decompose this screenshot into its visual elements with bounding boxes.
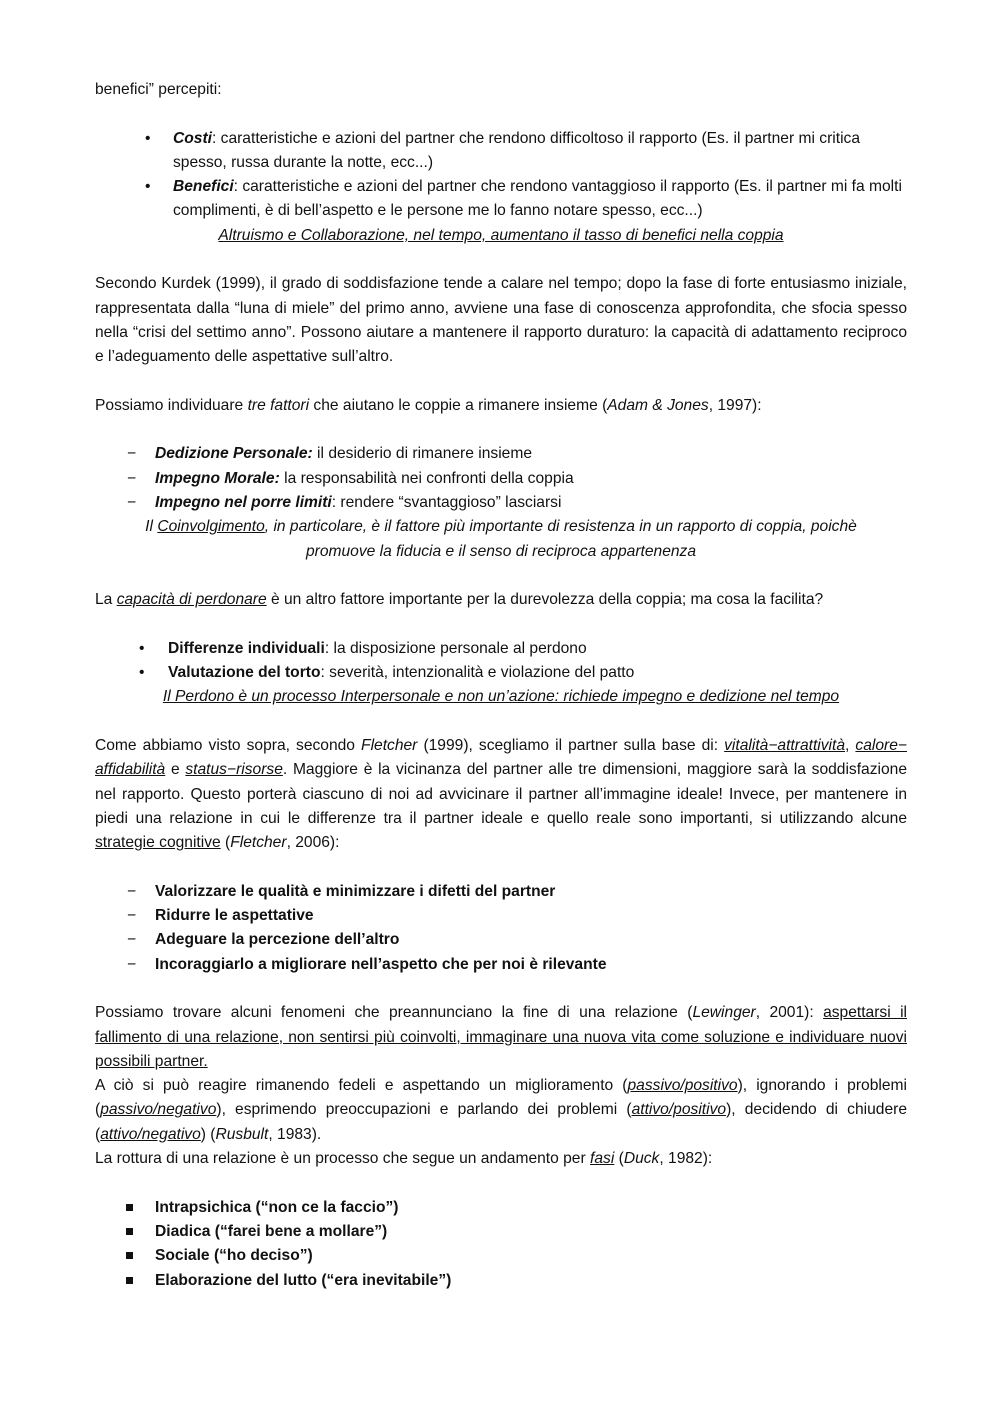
- square-bullet-icon: [126, 1277, 133, 1284]
- dash-marker: −: [127, 494, 137, 512]
- bullet-marker: •: [139, 639, 145, 657]
- dash-marker: −: [127, 882, 137, 900]
- involvement-note: Il Coinvolgimento, in particolare, è il fattore più importante di resistenza in un rapporto di coppia, poichè promuove la fiducia e il senso di reciproca appartenenza: [145, 518, 857, 560]
- dash-marker: −: [127, 931, 137, 949]
- strategies-list: [95, 880, 907, 977]
- three-factors-intro: Possiamo individuare tre fattori che aiutano le coppie a rimanere insieme (Adam & Jones, 1997):: [95, 396, 762, 414]
- list-item: • Costi: caratteristiche e azioni del partner che rendono difficoltoso il rapporto (Es. il partner mi critica spesso, russa durante la notte, ecc...): [95, 127, 907, 176]
- list-item: Elaborazione del lutto (“era inevitabile”): [95, 1269, 907, 1293]
- list-item: − Impegno Morale: la responsabilità nei confronti della coppia: [95, 467, 907, 491]
- list-item: • Benefici: caratteristiche e azioni del partner che rendono vantaggioso il rapporto (Es. il partner mi fa molti complimenti, è di bell’aspetto e le persone me lo fanno notare spesso, ecc...): [95, 175, 907, 224]
- forgive-list: [95, 637, 907, 686]
- duck-paragraph: La rottura di una relazione è un processo che segue un andamento per fasi (Duck, 1982):: [95, 1150, 713, 1168]
- square-bullet-icon: [126, 1228, 133, 1235]
- kurdek-paragraph: Secondo Kurdek (1999), il grado di soddisfazione tende a calare nel tempo; dopo la fase di forte entusiasmo iniziale, rappresentata dalla “luna di miele” del primo anno, avviene una fase di conoscenza approfondita, che sfocia spesso nella “crisi del settimo anno”. Possono aiutare a mantenere il rapporto duraturo: la capacità di adattamento reciproco e l’adeguamento delle aspettative sull’altro.: [95, 275, 907, 366]
- list-item: − Incoraggiarlo a migliorare nell’aspetto che per noi è rilevante: [95, 953, 907, 977]
- dash-marker: −: [127, 445, 137, 463]
- list-item: − Dedizione Personale: il desiderio di rimanere insieme: [95, 442, 907, 466]
- bullet-icon: •: [145, 178, 151, 196]
- list-item: − Adeguare la percezione dell’altro: [95, 928, 907, 952]
- factors-list: [95, 442, 907, 515]
- list-item: − Ridurre le aspettative: [95, 904, 907, 928]
- document-page: [95, 78, 907, 1293]
- forgive-note: Il Perdono è un processo Interpersonale e non un’azione: richiede impegno e dedizione nel tempo: [162, 688, 840, 706]
- list-item: • Differenze individuali: la disposizione personale al perdono: [95, 637, 907, 661]
- list-item: Sociale (“ho deciso”): [95, 1244, 907, 1268]
- costs-benefits-list: [95, 127, 907, 224]
- square-bullet-icon: [126, 1204, 133, 1211]
- fletcher-paragraph: Come abbiamo visto sopra, secondo Fletcher (1999), scegliamo il partner sulla base di: vitalità−attrattività, calore− affidabilità e status−risorse. Maggiore è la vicinanza del partner alle tre dimensioni, maggiore sarà la soddisfazione nel rapporto. Questo porterà ciascuno di noi ad avvicinare il partner all’immagine ideale! Invece, per mantenere in piedi una relazione in cui le differenze tra il partner ideale e quello reale sono importanti, si utilizzando alcune strategie cognitive (Fletcher, 2006):: [95, 737, 908, 852]
- bullet-icon: •: [145, 129, 151, 147]
- square-bullet-icon: [126, 1252, 133, 1259]
- lewinger-paragraph: Possiamo trovare alcuni fenomeni che preannunciano la fine di una relazione (Lewinger, 2001): aspettarsi il fallimento di una relazione, non sentirsi più coinvolti, immaginare una nuova vita come soluzione e individuare nuovi possibili partner.: [95, 1004, 908, 1070]
- dash-marker: −: [127, 907, 137, 925]
- bullet-marker: •: [139, 664, 145, 682]
- phases-list: [95, 1196, 907, 1293]
- list-item: • Valutazione del torto: severità, intenzionalità e violazione del patto: [95, 661, 907, 685]
- list-item: − Valorizzare le qualità e minimizzare i difetti del partner: [95, 880, 907, 904]
- forgive-paragraph: La capacità di perdonare è un altro fattore importante per la durevolezza della coppia; ma cosa la facilita?: [95, 591, 824, 609]
- altruism-note: Altruismo e Collaborazione, nel tempo, aumentano il tasso di benefici nella coppia: [218, 226, 784, 244]
- dash-marker: −: [127, 469, 137, 487]
- list-item: Intrapsichica (“non ce la faccio”): [95, 1196, 907, 1220]
- list-item: Diadica (“farei bene a mollare”): [95, 1220, 907, 1244]
- intro-line: benefici” percepiti:: [95, 81, 222, 98]
- list-item: − Impegno nel porre limiti: rendere “svantaggioso” lasciarsi: [95, 491, 907, 515]
- rusbult-paragraph: A ciò si può reagire rimanendo fedeli e aspettando un miglioramento (passivo/positivo), ignorando i problemi (passivo/negativo), esprimendo preoccupazioni e parlando dei problemi (attivo/positivo), decidendo di chiudere (attivo/negativo) (Rusbult, 1983).: [95, 1077, 907, 1143]
- dash-marker: −: [127, 955, 137, 973]
